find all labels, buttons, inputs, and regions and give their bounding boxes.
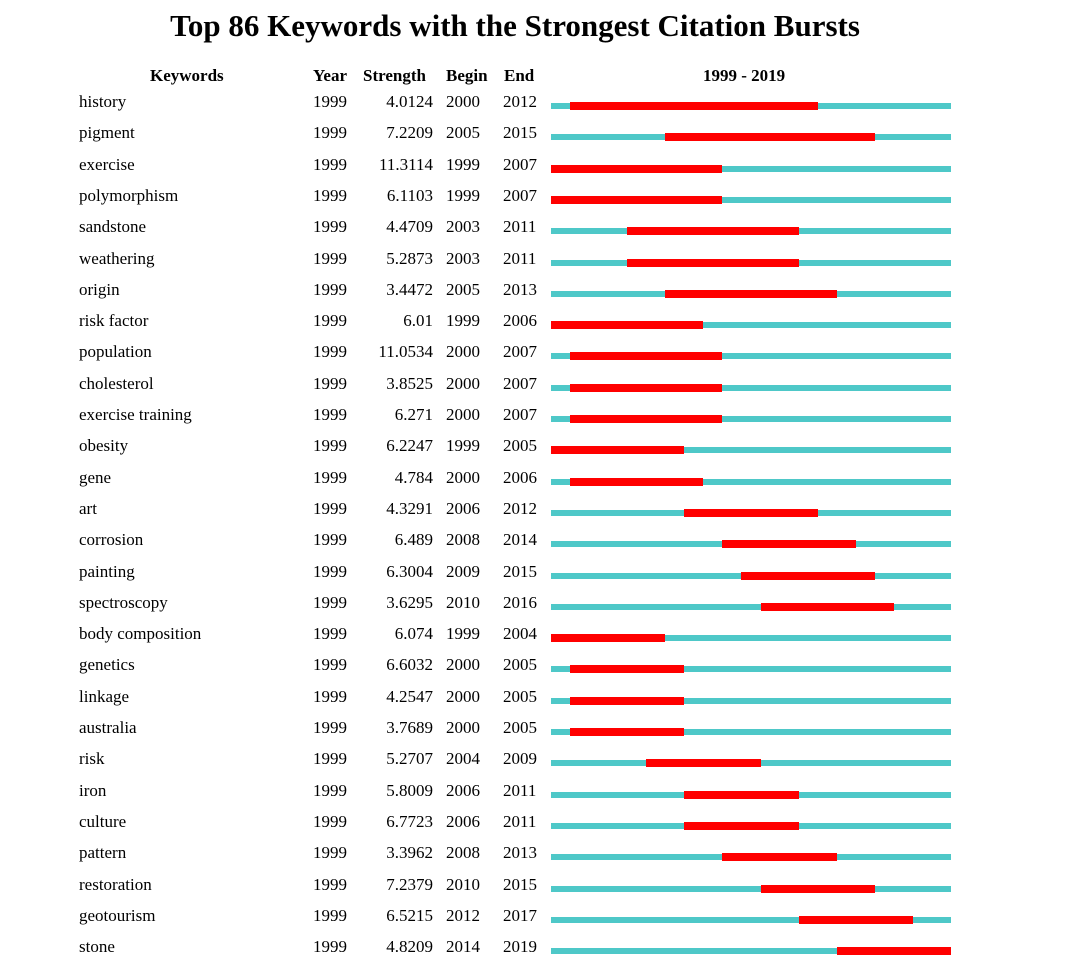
chart-title: Top 86 Keywords with the Strongest Citation Bursts xyxy=(170,8,860,43)
table-row xyxy=(0,436,1080,467)
strength-cell: 7.2379 xyxy=(386,874,433,894)
keyword-cell: australia xyxy=(79,718,137,737)
year-cell: 1999 xyxy=(313,624,347,644)
table-row xyxy=(0,155,1080,186)
year-cell: 1999 xyxy=(313,498,347,518)
burst-bar xyxy=(570,102,818,110)
end-cell: 2009 xyxy=(503,749,537,769)
burst-bar xyxy=(761,603,894,611)
keyword-cell: pigment xyxy=(79,123,135,143)
begin-cell: 2012 xyxy=(446,905,480,925)
strength-cell: 4.0124 xyxy=(386,92,433,111)
burst-bar xyxy=(684,791,798,799)
end-cell: 2016 xyxy=(503,592,537,612)
end-cell: 2015 xyxy=(503,561,537,581)
keyword-cell: linkage xyxy=(79,686,130,706)
table-row xyxy=(0,499,1080,530)
keyword-cell: exercise xyxy=(79,154,135,174)
year-cell: 1999 xyxy=(313,373,347,393)
begin-cell: 2000 xyxy=(446,342,480,362)
burst-bar xyxy=(665,290,836,298)
table-row xyxy=(0,937,1080,968)
table-row xyxy=(0,906,1080,937)
year-cell: 1999 xyxy=(313,342,347,362)
burst-bar xyxy=(665,133,875,141)
table-row xyxy=(0,92,1080,123)
end-cell: 2004 xyxy=(503,624,537,644)
end-cell: 2006 xyxy=(503,311,537,331)
keyword-cell: population xyxy=(79,342,152,362)
strength-cell: 5.2707 xyxy=(386,749,433,769)
begin-cell: 2000 xyxy=(446,686,480,706)
strength-cell: 3.8525 xyxy=(386,373,433,393)
keyword-cell: restoration xyxy=(79,874,152,894)
strength-cell: 11.3114 xyxy=(379,154,433,174)
year-cell: 1999 xyxy=(313,749,347,769)
keyword-cell: gene xyxy=(79,467,112,487)
strength-cell: 6.2247 xyxy=(386,436,433,456)
year-cell: 1999 xyxy=(313,217,347,237)
table-row xyxy=(0,217,1080,248)
begin-cell: 2006 xyxy=(446,498,480,518)
begin-cell: 2000 xyxy=(446,655,480,675)
burst-bar xyxy=(570,697,684,705)
end-cell: 2007 xyxy=(503,342,537,362)
strength-cell: 4.784 xyxy=(394,467,433,487)
burst-bar xyxy=(570,384,722,392)
keyword-cell: body composition xyxy=(79,624,202,644)
year-cell: 1999 xyxy=(313,718,347,737)
burst-bar xyxy=(551,165,722,173)
keyword-cell: pattern xyxy=(79,843,127,863)
strength-cell: 6.271 xyxy=(394,405,433,424)
table-row xyxy=(0,249,1080,280)
begin-cell: 2009 xyxy=(446,561,480,581)
keyword-cell: cholesterol xyxy=(79,373,154,393)
header-range: 1999 - 2019 xyxy=(703,66,786,85)
year-cell: 1999 xyxy=(313,592,347,612)
strength-cell: 3.7689 xyxy=(386,718,433,737)
end-cell: 2007 xyxy=(503,373,537,393)
table-row xyxy=(0,593,1080,624)
begin-cell: 2000 xyxy=(446,405,480,424)
table-row xyxy=(0,781,1080,812)
burst-bar xyxy=(551,196,722,204)
keyword-cell: risk factor xyxy=(79,311,149,331)
strength-cell: 5.2873 xyxy=(386,248,433,268)
strength-cell: 6.074 xyxy=(394,624,433,644)
strength-cell: 3.4472 xyxy=(386,279,433,299)
year-cell: 1999 xyxy=(313,467,347,487)
burst-bar xyxy=(646,759,760,767)
keyword-cell: iron xyxy=(79,780,107,800)
strength-cell: 11.0534 xyxy=(378,342,433,362)
year-cell: 1999 xyxy=(313,92,347,111)
begin-cell: 2014 xyxy=(446,937,480,957)
strength-cell: 6.489 xyxy=(394,530,433,550)
timeline-bar xyxy=(551,886,951,892)
table-row xyxy=(0,624,1080,655)
table-row xyxy=(0,812,1080,843)
begin-cell: 2006 xyxy=(446,780,480,800)
table-row xyxy=(0,843,1080,874)
strength-cell: 3.3962 xyxy=(386,843,433,863)
table-row xyxy=(0,405,1080,436)
end-cell: 2015 xyxy=(503,874,537,894)
strength-cell: 5.8009 xyxy=(386,780,433,800)
strength-cell: 4.3291 xyxy=(386,498,433,518)
year-cell: 1999 xyxy=(313,811,347,831)
year-cell: 1999 xyxy=(313,405,347,424)
year-cell: 1999 xyxy=(313,279,347,299)
keyword-cell: sandstone xyxy=(79,217,147,237)
keyword-cell: geotourism xyxy=(79,905,156,925)
header-year: Year xyxy=(313,66,347,85)
year-cell: 1999 xyxy=(313,311,347,331)
strength-cell: 3.6295 xyxy=(386,592,433,612)
begin-cell: 1999 xyxy=(446,436,480,456)
table-row xyxy=(0,562,1080,593)
end-cell: 2005 xyxy=(503,436,537,456)
year-cell: 1999 xyxy=(313,154,347,174)
begin-cell: 2000 xyxy=(446,718,480,737)
keyword-cell: polymorphism xyxy=(79,185,179,205)
keyword-cell: weathering xyxy=(79,248,155,268)
begin-cell: 1999 xyxy=(446,624,480,644)
table-row xyxy=(0,875,1080,906)
keyword-cell: stone xyxy=(79,937,115,957)
strength-cell: 7.2209 xyxy=(386,123,433,143)
burst-bar xyxy=(799,916,913,924)
year-cell: 1999 xyxy=(313,937,347,957)
end-cell: 2011 xyxy=(503,248,537,268)
end-cell: 2015 xyxy=(503,123,537,143)
begin-cell: 2010 xyxy=(446,874,480,894)
begin-cell: 2003 xyxy=(446,248,480,268)
year-cell: 1999 xyxy=(313,248,347,268)
year-cell: 1999 xyxy=(313,561,347,581)
end-cell: 2005 xyxy=(503,655,537,675)
burst-bar xyxy=(741,572,874,580)
begin-cell: 1999 xyxy=(446,185,480,205)
keyword-cell: history xyxy=(79,92,127,111)
strength-cell: 6.6032 xyxy=(386,655,433,675)
end-cell: 2007 xyxy=(503,185,537,205)
keyword-cell: spectroscopy xyxy=(79,592,168,612)
burst-bar xyxy=(570,478,703,486)
keyword-cell: genetics xyxy=(79,655,135,675)
keyword-cell: risk xyxy=(79,749,105,769)
keyword-cell: exercise training xyxy=(79,405,192,424)
keyword-cell: culture xyxy=(79,811,127,831)
strength-cell: 4.4709 xyxy=(386,217,433,237)
end-cell: 2007 xyxy=(503,154,537,174)
keyword-cell: obesity xyxy=(79,436,129,456)
header-end: End xyxy=(504,66,535,85)
table-row xyxy=(0,655,1080,686)
table-row xyxy=(0,311,1080,342)
burst-bar xyxy=(684,822,798,830)
end-cell: 2005 xyxy=(503,686,537,706)
end-cell: 2005 xyxy=(503,718,537,737)
end-cell: 2012 xyxy=(503,498,537,518)
begin-cell: 2000 xyxy=(446,373,480,393)
keyword-cell: corrosion xyxy=(79,530,144,550)
end-cell: 2013 xyxy=(503,279,537,299)
keyword-cell: art xyxy=(79,498,97,518)
header-keywords: Keywords xyxy=(150,66,224,85)
begin-cell: 2000 xyxy=(446,467,480,487)
end-cell: 2011 xyxy=(503,811,537,831)
burst-bar xyxy=(722,540,855,548)
burst-bar xyxy=(570,665,684,673)
burst-bar xyxy=(551,634,665,642)
burst-bar xyxy=(627,259,798,267)
year-cell: 1999 xyxy=(313,185,347,205)
burst-bar xyxy=(551,446,684,454)
year-cell: 1999 xyxy=(313,655,347,675)
begin-cell: 2004 xyxy=(446,749,480,769)
begin-cell: 2005 xyxy=(446,279,480,299)
strength-cell: 6.3004 xyxy=(386,561,433,581)
strength-cell: 6.01 xyxy=(403,311,433,331)
burst-bar xyxy=(570,352,722,360)
burst-bar xyxy=(570,728,684,736)
burst-bar xyxy=(684,509,817,517)
begin-cell: 2008 xyxy=(446,843,480,863)
table-row xyxy=(0,374,1080,405)
year-cell: 1999 xyxy=(313,530,347,550)
table-row xyxy=(0,123,1080,154)
end-cell: 2013 xyxy=(503,843,537,863)
year-cell: 1999 xyxy=(313,843,347,863)
end-cell: 2007 xyxy=(503,405,537,424)
header-strength: Strength xyxy=(363,66,426,85)
end-cell: 2011 xyxy=(503,780,537,800)
year-cell: 1999 xyxy=(313,874,347,894)
end-cell: 2006 xyxy=(503,467,537,487)
table-row xyxy=(0,186,1080,217)
begin-cell: 2005 xyxy=(446,123,480,143)
table-row xyxy=(0,530,1080,561)
year-cell: 1999 xyxy=(313,905,347,925)
header-begin: Begin xyxy=(446,66,488,85)
table-row xyxy=(0,280,1080,311)
table-row xyxy=(0,468,1080,499)
strength-cell: 6.5215 xyxy=(386,905,433,925)
burst-bar xyxy=(722,853,836,861)
year-cell: 1999 xyxy=(313,780,347,800)
keyword-cell: painting xyxy=(79,561,135,581)
begin-cell: 2010 xyxy=(446,592,480,612)
strength-cell: 6.1103 xyxy=(386,185,433,205)
strength-cell: 4.2547 xyxy=(386,686,433,706)
end-cell: 2011 xyxy=(503,217,537,237)
begin-cell: 2000 xyxy=(446,92,480,111)
burst-bar xyxy=(837,947,951,955)
table-row xyxy=(0,687,1080,718)
end-cell: 2012 xyxy=(503,92,537,111)
burst-bar xyxy=(551,321,703,329)
year-cell: 1999 xyxy=(313,123,347,143)
begin-cell: 2006 xyxy=(446,811,480,831)
strength-cell: 4.8209 xyxy=(386,937,433,957)
end-cell: 2017 xyxy=(503,905,537,925)
year-cell: 1999 xyxy=(313,686,347,706)
table-row xyxy=(0,718,1080,749)
begin-cell: 1999 xyxy=(446,154,480,174)
end-cell: 2019 xyxy=(503,937,537,957)
end-cell: 2014 xyxy=(503,530,537,550)
begin-cell: 2003 xyxy=(446,217,480,237)
keyword-cell: origin xyxy=(79,279,120,299)
burst-bar xyxy=(570,415,722,423)
year-cell: 1999 xyxy=(313,436,347,456)
strength-cell: 6.7723 xyxy=(386,811,433,831)
table-row xyxy=(0,342,1080,373)
begin-cell: 1999 xyxy=(446,311,480,331)
begin-cell: 2008 xyxy=(446,530,480,550)
burst-bar xyxy=(627,227,798,235)
burst-bar xyxy=(761,885,875,893)
table-row xyxy=(0,749,1080,780)
